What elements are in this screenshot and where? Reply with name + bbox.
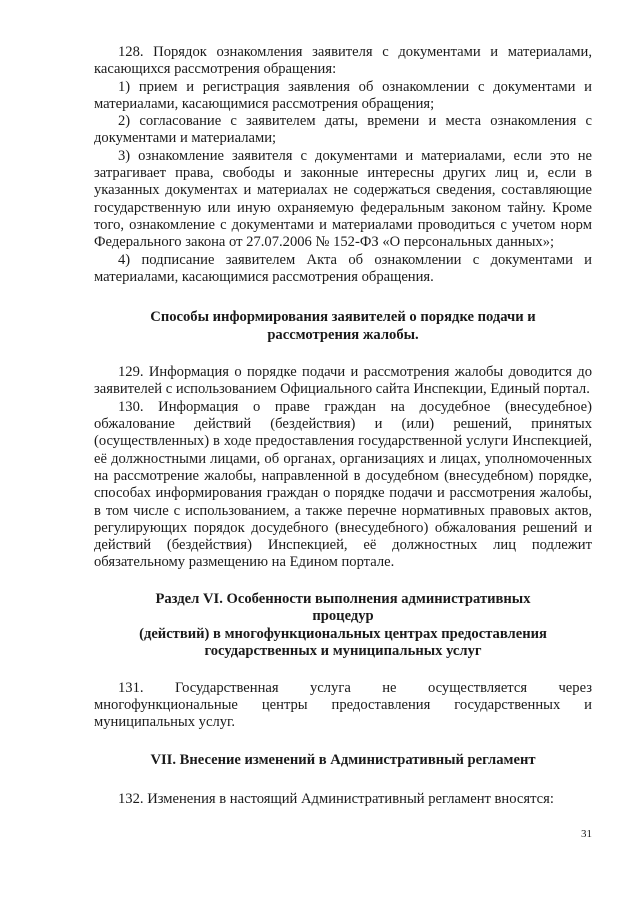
- heading-line: процедур: [312, 608, 374, 625]
- heading-line: Раздел VI. Особенности выполнения административных: [155, 590, 531, 607]
- heading-line: рассмотрения жалобы.: [267, 326, 419, 343]
- paragraph-128: 128. Порядок ознакомления заявителя с документами и материалами, касающихся рассмотрения обращения:: [94, 44, 592, 78]
- paragraph-129: 129. Информация о порядке подачи и рассмотрения жалобы доводится до заявителей с использованием Официального сайта Инспекции, Единый портал.: [94, 364, 592, 398]
- section-heading-complaints: [94, 309, 592, 344]
- list-item-2: 2) согласование с заявителем даты, времени и места ознакомления с документами и материалами;: [94, 113, 592, 147]
- list-item-3: 3) ознакомление заявителя с документами и материалами, если это не затрагивает права, свободы и законные интересны других лиц и, если в указанных документах и материалах не содержаться сведения, составляющие государственную или иную охраняемую федеральным законом тайну. Кроме того, ознакомление с документами и материалами проводиться с учетом норм Федерального закона от 27.07.2006 № 152-ФЗ «О персональных данных»;: [94, 147, 592, 251]
- paragraph-131: 131. Государственная услуга не осуществляется через многофункциональные центры предоставления государственных и муниципальных услуг.: [94, 679, 592, 731]
- list-item-1: 1) прием и регистрация заявления об ознакомлении с документами и материалами, касающимися рассмотрения обращения;: [94, 78, 592, 112]
- heading-line: Способы информирования заявителей о порядке подачи и: [150, 309, 536, 326]
- list-item-4: 4) подписание заявителем Акта об ознакомлении с документами и материалами, касающимися рассмотрения обращения.: [94, 251, 592, 285]
- paragraph-132: 132. Изменения в настоящий Административный регламент вносятся:: [118, 791, 554, 808]
- section-heading-vi: [94, 591, 592, 661]
- heading-line: государственных и муниципальных услуг: [204, 643, 482, 660]
- paragraph-130: 130. Информация о праве граждан на досудебное (внесудебное) обжалование действий (бездействия) и (или) решений, принятых (осуществленных) в ходе предоставления государственной услуги Инспекцией, её должностными лицами, об органах, организациях и лицах, уполномоченных на рассмотрение жалобы, направленной в досудебном (внесудебном) порядке, способах информирования граждан о порядке подачи и рассмотрения жалобы, в том числе с использованием, а также перечне нормативных правовых актов, регулирующих порядок досудебного (внесудебного) обжалования решений и действий (бездействия) Инспекцией, её должностных лиц подлежит обязательному размещению на Едином портале.: [94, 398, 592, 571]
- page-number: 31: [581, 828, 592, 840]
- section-heading-vii: VII. Внесение изменений в Административный регламент: [150, 751, 536, 768]
- heading-line: (действий) в многофункциональных центрах предоставления: [139, 625, 547, 642]
